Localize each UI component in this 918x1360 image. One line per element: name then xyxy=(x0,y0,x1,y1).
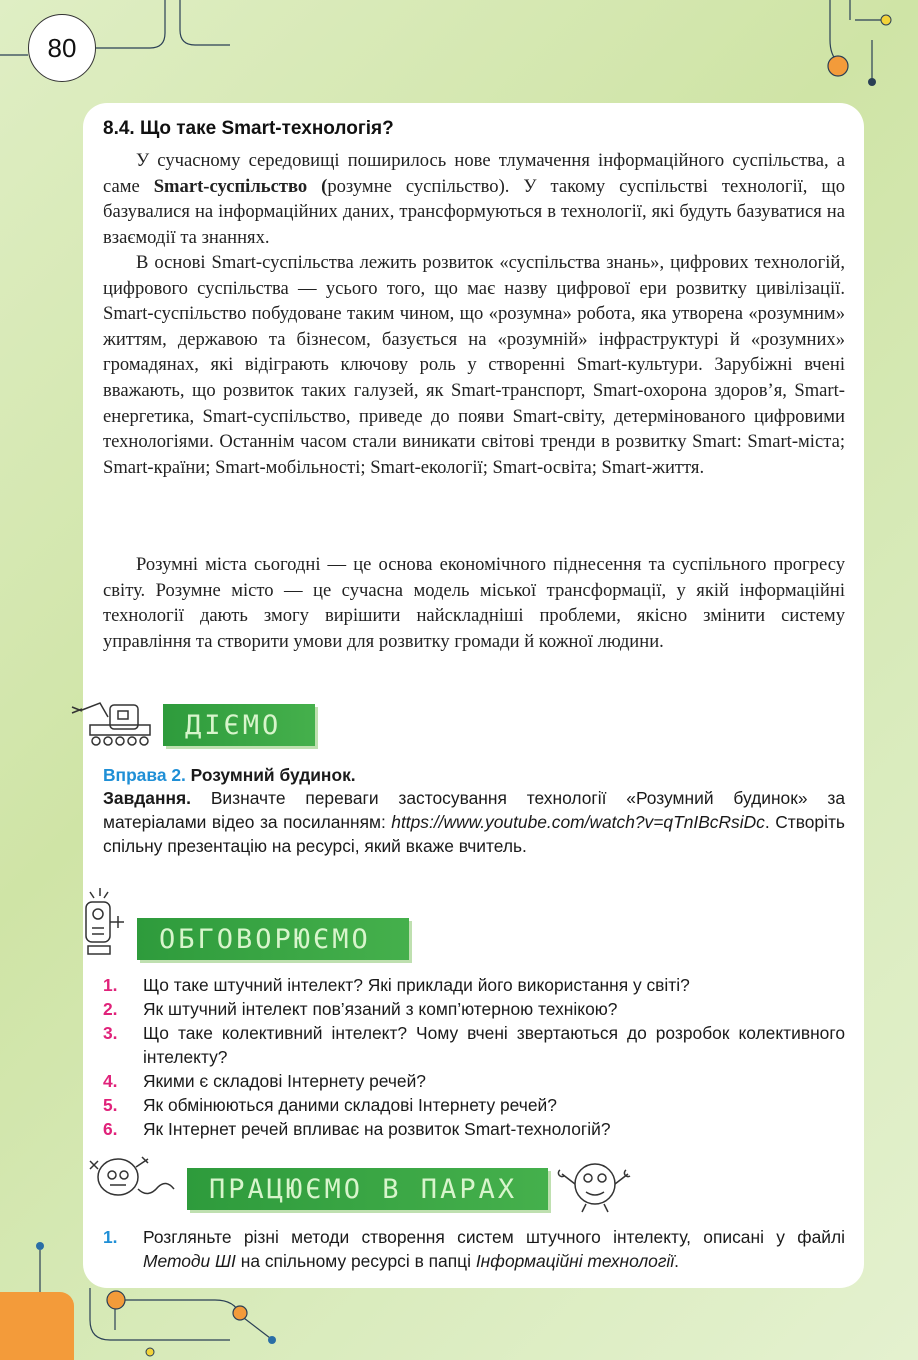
question-number: 1. xyxy=(103,975,118,995)
page-number: 80 xyxy=(28,14,96,82)
monster-icon xyxy=(556,1156,634,1214)
pairs-task-text xyxy=(143,1225,845,1273)
question-text: Що таке штучний інтелект? Які приклади його використання у світі? xyxy=(143,975,690,995)
question-text: Що таке колективний інтелект? Чому вчені звертаються до розробок колективного інтелекту? xyxy=(143,1023,845,1067)
pairs-task-item xyxy=(103,1225,845,1273)
question-item xyxy=(103,1093,845,1117)
corner-tab xyxy=(0,1292,74,1360)
pairs-task-list xyxy=(103,1225,845,1273)
task-text-b: . Створіть спільну презентацію на ресурсі, який вкаже вчитель. xyxy=(103,812,845,856)
question-item xyxy=(103,997,845,1021)
question-text: Якими є складові Інтернету речей? xyxy=(143,1071,426,1091)
question-item xyxy=(103,973,845,997)
pairs-text-c: . xyxy=(674,1251,680,1271)
pairs-text-a: Розгляньте різні методи створення систем штучного інтелекту, описані у файлі xyxy=(143,1227,845,1247)
pairs-task-number: 1. xyxy=(103,1227,118,1247)
question-number: 5. xyxy=(103,1095,118,1115)
question-text: Як обмінюються даними складові Інтернету речей? xyxy=(143,1095,557,1115)
section-title: 8.4. Що таке Smart-технологія? xyxy=(103,118,394,139)
question-number: 6. xyxy=(103,1119,118,1139)
question-number: 2. xyxy=(103,999,118,1019)
paragraph-1-text-a: У сучасному середовищі поширилось нове тлумачення інформаційного суспільства, а саме xyxy=(103,150,845,197)
paragraph-1-bold: Smart-суспільство ( xyxy=(153,175,328,197)
folder-name: Інформаційні технології xyxy=(475,1251,675,1271)
diemo-banner: ДІЄМО xyxy=(163,704,315,746)
question-item xyxy=(103,1021,845,1069)
robot-head-icon xyxy=(88,1155,178,1205)
discuss-banner: ОБГОВОРЮЄМО xyxy=(137,918,409,960)
exercise-title: Розумний будинок. xyxy=(185,765,356,785)
pairs-banner: ПРАЦЮЄМО В ПАРАХ xyxy=(187,1168,548,1210)
pairs-text-b: на спільному ресурсі в папці xyxy=(235,1251,476,1271)
task-text xyxy=(103,786,845,858)
task-label: Завдання. xyxy=(103,788,191,808)
paragraph-1 xyxy=(103,148,845,250)
exercise-heading xyxy=(103,763,845,787)
paragraph-2: В основі Smart-суспільства лежить розвиток «суспільства знань», цифрових технологій, цифрового суспільства — усього того, що має назву цифрової ери розвитку цивілізації. Smart-суспільство побудоване таким чином, що «розумна» робота, яка утворена «розумним» життям, державою та бізнесом, базується на «розумній» інфраструктурі й «розумних» громадянах, які відіграють ключову роль у створенні Smart-культури. Зарубіжні вчені вважають, що розвиток таких галузей, як Smart-транспорт, Smart-охорона здоров’я, Smart-енергетика, Smart-суспільство, приведе до появи Smart-світу, детермінованого цифровими технологіями. Останнім часом стали виникати світові тренди в розвитку Smart: Smart-міста; Smart-країни; Smart-мобільності; Smart-екології; Smart-освіта; Smart-життя. xyxy=(103,252,845,478)
file-name: Методи ШІ xyxy=(143,1251,236,1271)
paragraph-3: Розумні міста сьогодні — це основа економічного піднесення та суспільного прогресу світу. Розумне місто — це сучасна модель міської трансформації, у якій інформаційні технології дають змогу вирішити найскладніші проблеми, якісно змінити систему управління та створити умови для розвитку громади й кожної людини. xyxy=(103,554,845,652)
question-item xyxy=(103,1069,845,1093)
robot-rover-icon xyxy=(70,695,160,750)
task-text-a: Визначте переваги застосування технології «Розумний будинок» за матеріалами відео за посиланням: xyxy=(103,788,845,832)
question-item xyxy=(103,1117,845,1141)
question-text: Як штучний інтелект пов’язаний з комп’ютерною технікою? xyxy=(143,999,618,1019)
question-number: 3. xyxy=(103,1023,118,1043)
question-number: 4. xyxy=(103,1071,118,1091)
paragraph-1-text-b: розумне суспільство). У такому суспільстві технології, що базувалися на інформаційних даних, трансформуються в технології, які будуть базуватися на взаємодії та знаннях. xyxy=(103,175,845,248)
discussion-questions xyxy=(103,973,845,1141)
question-text: Як Інтернет речей впливає на розвиток Smart-технологій? xyxy=(143,1119,611,1139)
robot-thinking-icon xyxy=(78,886,133,961)
exercise-label: Вправа 2. xyxy=(103,765,186,785)
video-link[interactable]: https://www.youtube.com/watch?v=qTnIBcRsiDc xyxy=(391,812,765,832)
